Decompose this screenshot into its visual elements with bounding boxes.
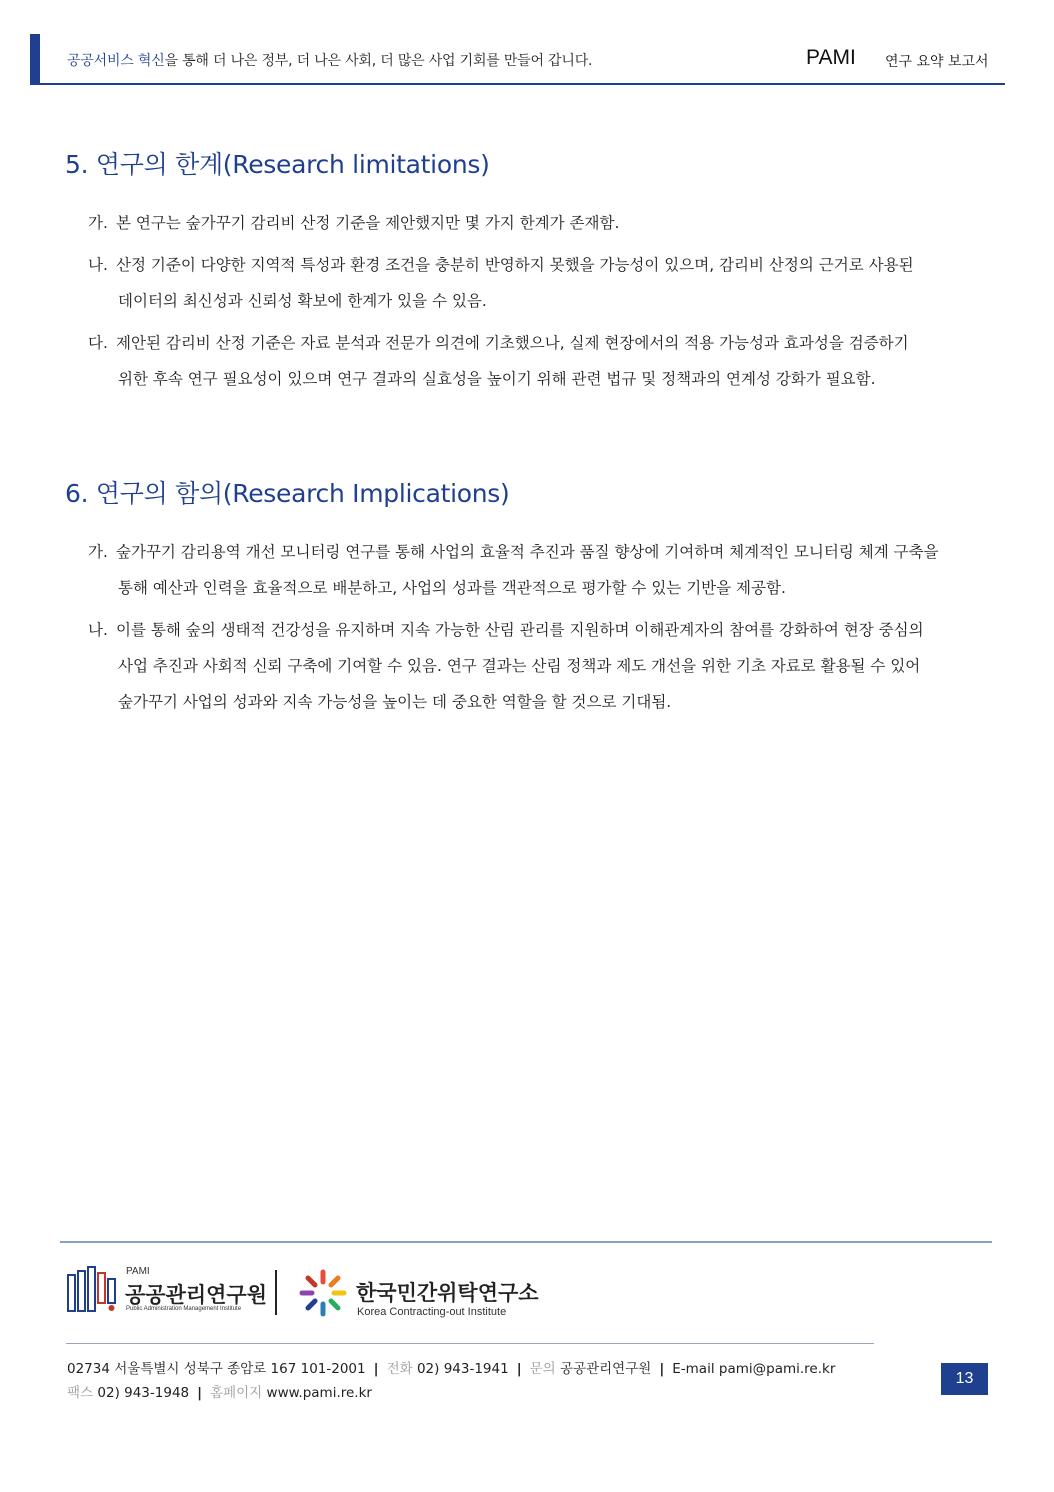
list-item bbox=[88, 325, 988, 397]
email-link[interactable]: pami@pami.re.kr bbox=[718, 1361, 836, 1377]
fax-text: 02) 943-1948 bbox=[97, 1385, 190, 1401]
separator: | bbox=[516, 1361, 522, 1377]
logo2-institute-english: Korea Contracting-out Institute bbox=[357, 1306, 507, 1318]
list-item bbox=[88, 612, 988, 720]
item-text: 이를 통해 숲의 생태적 건강성을 유지하며 지속 가능한 산림 관리를 지원하며 이해관계자의 참여를 강화하여 현장 중심의 bbox=[116, 621, 924, 639]
item-marker: 가. bbox=[88, 214, 108, 232]
separator: | bbox=[197, 1385, 203, 1401]
item-text: 통해 예산과 인력을 효율적으로 배분하고, 사업의 성과를 객관적으로 평가할 수 있는 기반을 제공함. bbox=[118, 579, 786, 597]
separator: | bbox=[373, 1361, 379, 1377]
item-marker: 나. bbox=[88, 621, 108, 639]
list-item bbox=[88, 534, 988, 606]
phone-label: 전화 bbox=[386, 1361, 413, 1377]
item-text: 본 연구는 숲가꾸기 감리비 산정 기준을 제안했지만 몇 가지 한계가 존재함. bbox=[116, 214, 620, 232]
phone-text: 02) 943-1941 bbox=[416, 1361, 509, 1377]
logo-brand-small: PAMI bbox=[126, 1266, 150, 1277]
kci-logo-icon bbox=[298, 1268, 348, 1318]
inquiry-label: 문의 bbox=[529, 1361, 556, 1377]
header-slogan bbox=[67, 50, 592, 70]
homepage-label: 홈페이지 bbox=[210, 1385, 263, 1401]
address-text: 02734 서울특별시 성북구 종암로 167 101-2001 bbox=[67, 1361, 366, 1377]
header-divider bbox=[30, 83, 1005, 85]
item-text: 숲가꾸기 사업의 성과와 지속 가능성을 높이는 데 중요한 역할을 할 것으로 기대됨. bbox=[118, 693, 672, 711]
item-marker: 다. bbox=[88, 334, 108, 352]
item-text: 제안된 감리비 산정 기준은 자료 분석과 전문가 의견에 기초했으나, 실제 현장에서의 적용 가능성과 효과성을 검증하기 bbox=[116, 334, 909, 352]
pami-logo-icon bbox=[67, 1265, 117, 1313]
item-text: 데이터의 최신성과 신뢰성 확보에 한계가 있을 수 있음. bbox=[118, 292, 487, 310]
item-text: 사업 추진과 사회적 신뢰 구축에 기여할 수 있음. 연구 결과는 산림 정책과 제도 개선을 위한 기초 자료로 활용될 수 있어 bbox=[118, 657, 921, 675]
header-slogan-text: 을 통해 더 나은 정부, 더 나은 사회, 더 많은 사업 기회를 만들어 갑니다. bbox=[164, 53, 593, 69]
header-slogan-highlight: 공공서비스 혁신 bbox=[67, 53, 165, 69]
footer-divider-bottom bbox=[66, 1343, 874, 1344]
fax-label: 팩스 bbox=[67, 1385, 94, 1401]
item-marker: 가. bbox=[88, 543, 108, 561]
logo2-institute-name: 한국민간위탁연구소 bbox=[356, 1281, 539, 1305]
item-text: 산정 기준이 다양한 지역적 특성과 환경 조건을 충분히 반영하지 못했을 가능성이 있으며, 감리비 산정의 근거로 사용된 bbox=[116, 256, 914, 274]
logo-institute-english: Public Administration Management Institute bbox=[126, 1306, 242, 1312]
section-title-implications: 6. 연구의 함의(Research Implications) bbox=[65, 479, 510, 508]
footer-contact-line-2 bbox=[67, 1381, 372, 1401]
logo-institute-name: 공공관리연구원 bbox=[125, 1283, 268, 1307]
header-report-type: 연구 요약 보고서 bbox=[885, 54, 989, 70]
item-marker: 나. bbox=[88, 256, 108, 274]
item-text: 숲가꾸기 감리용역 개선 모니터링 연구를 통해 사업의 효율적 추진과 품질 향상에 기여하며 체계적인 모니터링 체계 구축을 bbox=[116, 543, 939, 561]
logo-separator bbox=[275, 1270, 277, 1315]
list-item bbox=[88, 205, 988, 241]
section-title-limitations: 5. 연구의 한계(Research limitations) bbox=[65, 150, 490, 179]
inquiry-text: 공공관리연구원 bbox=[560, 1361, 652, 1377]
page-number: 13 bbox=[941, 1363, 988, 1395]
homepage-link[interactable]: www.pami.re.kr bbox=[266, 1385, 372, 1401]
item-text: 위한 후속 연구 필요성이 있으며 연구 결과의 실효성을 높이기 위해 관련 법규 및 정책과의 연계성 강화가 필요함. bbox=[118, 370, 876, 388]
footer-divider-top bbox=[60, 1241, 992, 1243]
header-accent-bar bbox=[30, 34, 40, 84]
list-item bbox=[88, 247, 988, 319]
email-label: E-mail bbox=[672, 1361, 715, 1377]
footer-contact-line-1 bbox=[67, 1357, 835, 1377]
separator: | bbox=[659, 1361, 665, 1377]
header-brand: PAMI bbox=[806, 46, 856, 69]
